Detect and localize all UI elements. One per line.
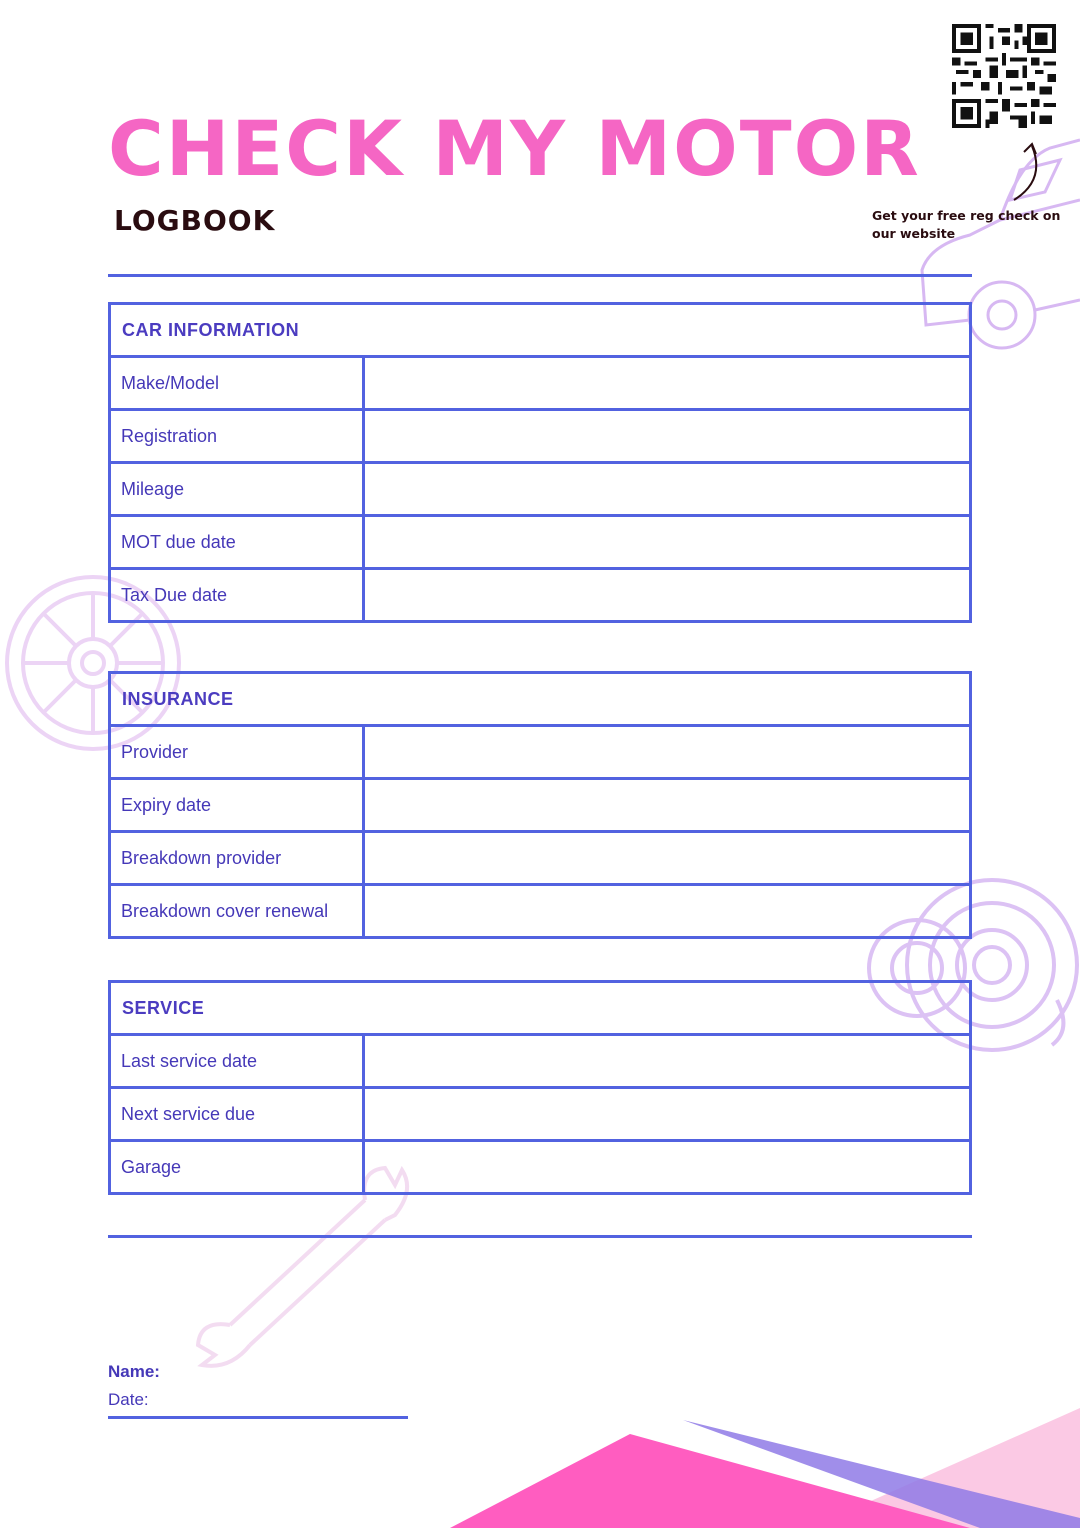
row-label: Breakdown provider xyxy=(111,833,365,883)
breakdown-cover-renewal-field[interactable] xyxy=(365,886,969,936)
top-divider xyxy=(108,274,972,277)
bottom-divider xyxy=(108,1235,972,1238)
tax-due-date-field[interactable] xyxy=(365,570,969,620)
row-label: Expiry date xyxy=(111,780,365,830)
registration-field[interactable] xyxy=(365,411,969,461)
row-label: Registration xyxy=(111,411,365,461)
row-label: Garage xyxy=(111,1142,365,1192)
table-row xyxy=(111,780,969,833)
qr-code xyxy=(952,24,1056,128)
section-heading: SERVICE xyxy=(111,983,969,1036)
garage-field[interactable] xyxy=(365,1142,969,1192)
date-label: Date: xyxy=(108,1390,149,1409)
table-row xyxy=(111,1142,969,1192)
last-service-date-field[interactable] xyxy=(365,1036,969,1086)
make-model-field[interactable] xyxy=(365,358,969,408)
name-label: Name: xyxy=(108,1362,160,1381)
expiry-date-field[interactable] xyxy=(365,780,969,830)
row-label: Provider xyxy=(111,727,365,777)
service-section xyxy=(108,980,972,1195)
page-title: CHECK MY MOTOR xyxy=(108,104,921,193)
car-information-section xyxy=(108,302,972,623)
corner-shapes-decoration xyxy=(450,1400,1080,1528)
section-heading: INSURANCE xyxy=(111,674,969,727)
table-row xyxy=(111,570,969,620)
row-label: Tax Due date xyxy=(111,570,365,620)
qr-note: Get your free reg check on our website xyxy=(872,208,1061,241)
table-row xyxy=(111,358,969,411)
arrow-up-icon xyxy=(1008,140,1048,202)
breakdown-provider-field[interactable] xyxy=(365,833,969,883)
row-label: Make/Model xyxy=(111,358,365,408)
table-row xyxy=(111,1089,969,1142)
row-label: Last service date xyxy=(111,1036,365,1086)
mileage-field[interactable] xyxy=(365,464,969,514)
next-service-due-field[interactable] xyxy=(365,1089,969,1139)
row-label: Next service due xyxy=(111,1089,365,1139)
table-row xyxy=(111,411,969,464)
table-row xyxy=(111,886,969,936)
insurance-section xyxy=(108,671,972,939)
row-label: MOT due date xyxy=(111,517,365,567)
signature-line[interactable] xyxy=(108,1416,408,1419)
table-row xyxy=(111,464,969,517)
row-label: Breakdown cover renewal xyxy=(111,886,365,936)
page-subtitle: LOGBOOK xyxy=(114,204,276,237)
mot-due-date-field[interactable] xyxy=(365,517,969,567)
provider-field[interactable] xyxy=(365,727,969,777)
table-row xyxy=(111,727,969,780)
table-row xyxy=(111,1036,969,1089)
section-heading: CAR INFORMATION xyxy=(111,305,969,358)
table-row xyxy=(111,517,969,570)
table-row xyxy=(111,833,969,886)
row-label: Mileage xyxy=(111,464,365,514)
